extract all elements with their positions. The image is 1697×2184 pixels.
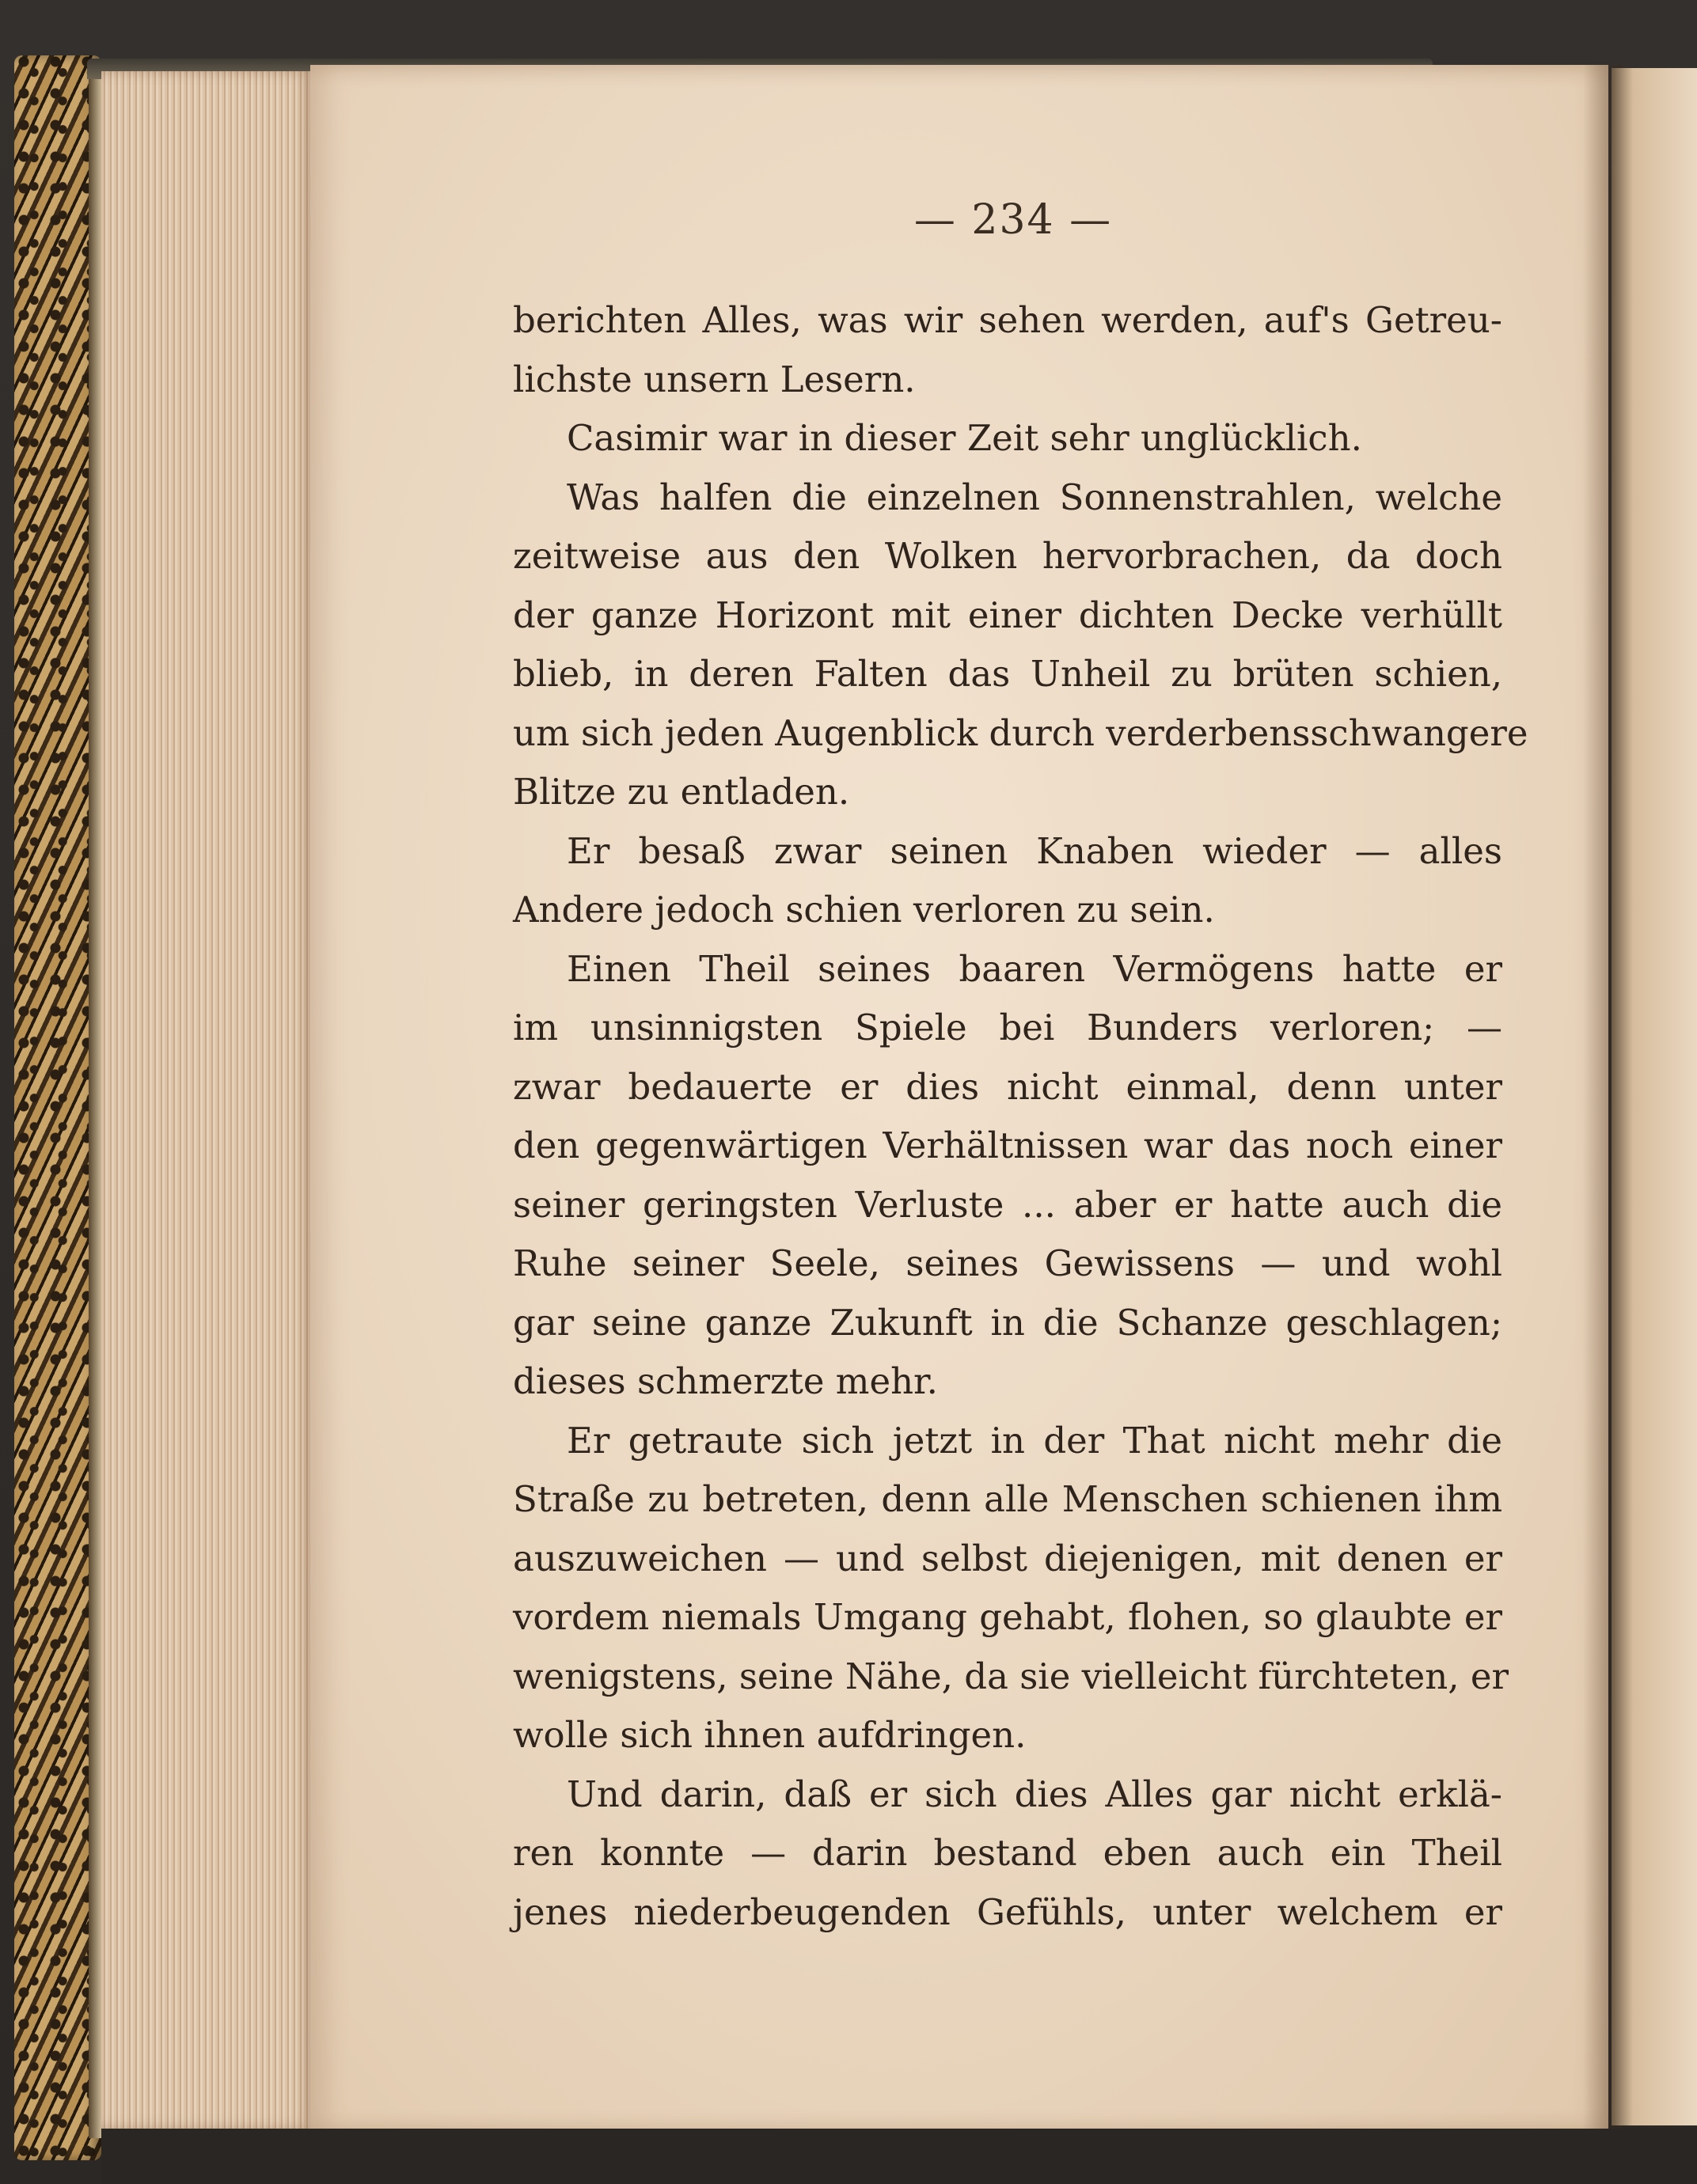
- text-line: im unsinnigsten Spiele bei Bunders verloren; —: [513, 1007, 1502, 1048]
- text-line: lichste unsern Lesern.: [513, 358, 916, 400]
- text-line: seiner geringsten Verluste ... aber er hatte auch die: [513, 1183, 1502, 1226]
- text-line: Blitze zu entladen.: [513, 771, 850, 813]
- text-line: berichten Alles, was wir sehen werden, auf's Getreu-: [513, 299, 1502, 341]
- bottom-shadow: [101, 2129, 1697, 2184]
- text-line: zwar bedauerte er dies nicht einmal, denn unter: [513, 1065, 1502, 1108]
- text-line: Andere jedoch schien verloren zu sein.: [513, 889, 1215, 931]
- text-line: Einen Theil seines baaren Vermögens hatte er: [567, 947, 1502, 990]
- text-line: blieb, in deren Falten das Unheil zu brüten schien,: [513, 653, 1502, 695]
- text-line: wenigstens, seine Nähe, da sie vielleicht fürchteten, er: [513, 1655, 1509, 1697]
- text-line: Straße zu betreten, denn alle Menschen schienen ihm: [513, 1478, 1502, 1520]
- cover-edge: [89, 65, 101, 2138]
- text-line: um sich jeden Augenblick durch verderbensschwangere: [513, 711, 1528, 754]
- text-line: dieses schmerzte mehr.: [513, 1360, 938, 1402]
- text-line: Was halfen die einzelnen Sonnenstrahlen, welche: [567, 476, 1502, 518]
- text-line: wolle sich ihnen aufdringen.: [513, 1714, 1027, 1756]
- text-line: gar seine ganze Zukunft in die Schanze geschlagen;: [513, 1301, 1502, 1344]
- page-block-edges: [101, 71, 313, 2129]
- text-line: Er besaß zwar seinen Knaben wieder — alles: [567, 829, 1502, 872]
- facing-page-edge: [1612, 68, 1697, 2125]
- text-line: Ruhe seiner Seele, seines Gewissens — und wohl: [513, 1242, 1502, 1284]
- text-line: auszuweichen — und selbst diejenigen, mit denen er: [513, 1537, 1502, 1579]
- page-text: [513, 291, 1528, 1942]
- text-line: jenes niederbeugenden Gefühls, unter welchem er: [513, 1890, 1502, 1933]
- text-line: Und darin, daß er sich dies Alles gar nicht erklä-: [567, 1773, 1502, 1815]
- text-line: Er getraute sich jetzt in der That nicht mehr die: [567, 1419, 1502, 1462]
- text-line: zeitweise aus den Wolken hervorbrachen, da doch: [513, 535, 1502, 577]
- text-line: ren konnte — darin bestand eben auch ein Theil: [513, 1832, 1502, 1874]
- text-line: vordem niemals Umgang gehabt, flohen, so glaubte er: [513, 1596, 1502, 1638]
- text-line: den gegenwärtigen Verhältnissen war das noch einer: [513, 1124, 1502, 1166]
- text-line: der ganze Horizont mit einer dichten Decke verhüllt: [513, 593, 1502, 636]
- page-number: — 234 —: [913, 196, 1113, 244]
- text-line: Casimir war in dieser Zeit sehr unglücklich.: [567, 417, 1362, 459]
